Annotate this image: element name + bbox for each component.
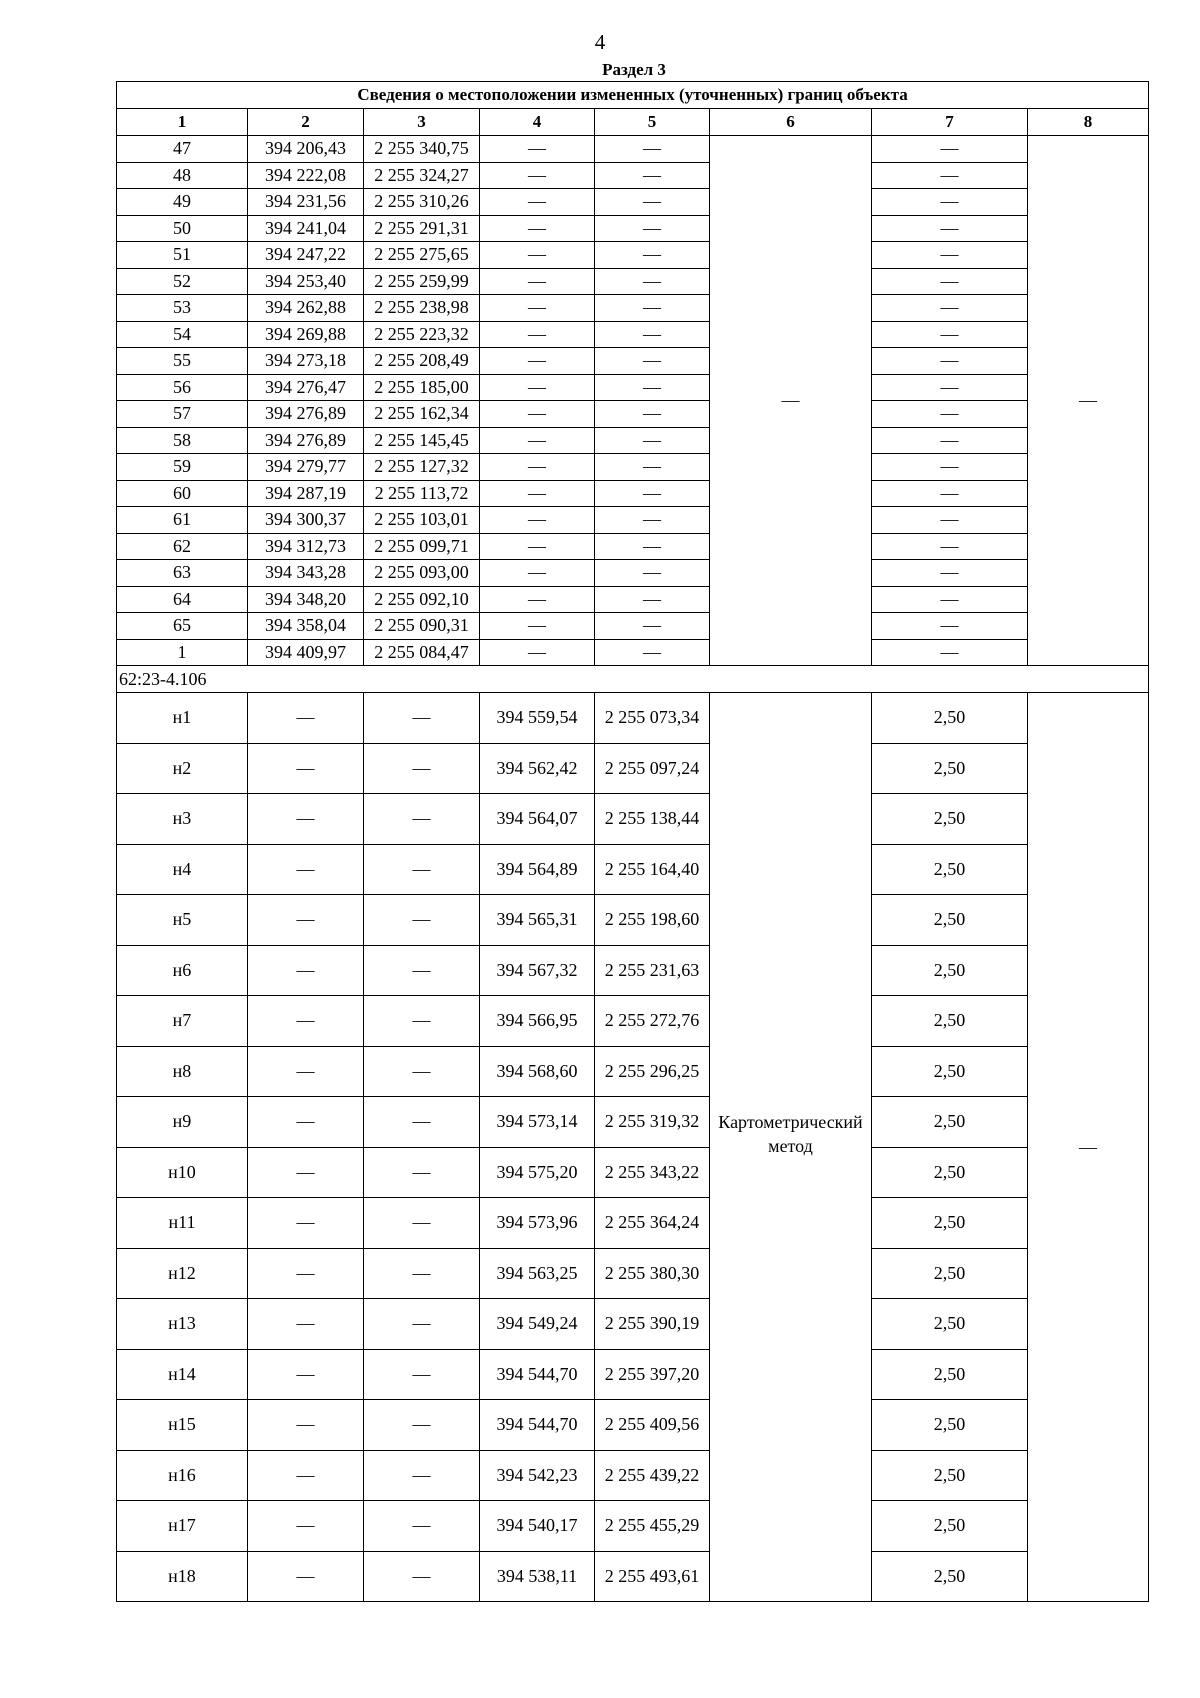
table-row: [117, 480, 1149, 507]
existing-x-cell: —: [248, 1501, 364, 1552]
new-x-cell: 394 566,95: [480, 996, 595, 1047]
accuracy-cell: 2,50: [872, 895, 1028, 946]
point-number-cell: 63: [117, 560, 248, 587]
point-number-cell: 65: [117, 613, 248, 640]
accuracy-cell: —: [872, 613, 1028, 640]
existing-y-cell: 2 255 127,32: [364, 454, 480, 481]
point-number-cell: 59: [117, 454, 248, 481]
existing-y-cell: 2 255 310,26: [364, 189, 480, 216]
existing-x-cell: 394 276,89: [248, 427, 364, 454]
new-y-cell: 2 255 198,60: [595, 895, 710, 946]
new-x-cell: 394 544,70: [480, 1349, 595, 1400]
table-row: [117, 613, 1149, 640]
existing-y-cell: 2 255 113,72: [364, 480, 480, 507]
table-row: [117, 268, 1149, 295]
new-x-cell: 394 540,17: [480, 1501, 595, 1552]
existing-x-cell: 394 358,04: [248, 613, 364, 640]
existing-x-cell: 394 273,18: [248, 348, 364, 375]
new-y-cell: —: [595, 533, 710, 560]
existing-x-cell: 394 287,19: [248, 480, 364, 507]
column-number: 3: [364, 109, 480, 136]
table-row: [117, 507, 1149, 534]
existing-y-cell: 2 255 092,10: [364, 586, 480, 613]
point-number-cell: 62: [117, 533, 248, 560]
existing-y-cell: 2 255 238,98: [364, 295, 480, 322]
table-row: [117, 1501, 1149, 1552]
table-row: [117, 1551, 1149, 1602]
existing-y-cell: 2 255 084,47: [364, 639, 480, 666]
accuracy-cell: —: [872, 321, 1028, 348]
point-number-cell: н11: [117, 1198, 248, 1249]
new-y-cell: 2 255 296,25: [595, 1046, 710, 1097]
new-y-cell: —: [595, 374, 710, 401]
new-y-cell: —: [595, 639, 710, 666]
point-number-cell: 49: [117, 189, 248, 216]
new-x-cell: —: [480, 162, 595, 189]
existing-x-cell: —: [248, 1450, 364, 1501]
point-number-cell: 57: [117, 401, 248, 428]
accuracy-cell: 2,50: [872, 996, 1028, 1047]
existing-x-cell: —: [248, 1551, 364, 1602]
new-y-cell: 2 255 380,30: [595, 1248, 710, 1299]
new-y-cell: 2 255 319,32: [595, 1097, 710, 1148]
table-row: [117, 427, 1149, 454]
new-x-cell: —: [480, 321, 595, 348]
existing-y-cell: —: [364, 794, 480, 845]
existing-x-cell: —: [248, 693, 364, 744]
existing-y-cell: —: [364, 1551, 480, 1602]
accuracy-cell: —: [872, 560, 1028, 587]
existing-y-cell: —: [364, 1349, 480, 1400]
table-row: [117, 1147, 1149, 1198]
point-number-cell: н2: [117, 743, 248, 794]
new-x-cell: —: [480, 401, 595, 428]
existing-x-cell: 394 247,22: [248, 242, 364, 269]
column-number: 2: [248, 109, 364, 136]
column-number: 4: [480, 109, 595, 136]
new-x-cell: —: [480, 533, 595, 560]
existing-y-cell: —: [364, 693, 480, 744]
existing-x-cell: 394 222,08: [248, 162, 364, 189]
new-y-cell: 2 255 272,76: [595, 996, 710, 1047]
existing-y-cell: 2 255 103,01: [364, 507, 480, 534]
existing-y-cell: —: [364, 1097, 480, 1148]
point-number-cell: н16: [117, 1450, 248, 1501]
accuracy-cell: —: [872, 374, 1028, 401]
point-number-cell: н13: [117, 1299, 248, 1350]
new-y-cell: —: [595, 507, 710, 534]
point-number-cell: н17: [117, 1501, 248, 1552]
existing-y-cell: —: [364, 1248, 480, 1299]
new-x-cell: —: [480, 560, 595, 587]
new-y-cell: —: [595, 427, 710, 454]
existing-x-cell: 394 262,88: [248, 295, 364, 322]
point-number-cell: н18: [117, 1551, 248, 1602]
new-y-cell: 2 255 138,44: [595, 794, 710, 845]
existing-y-cell: 2 255 185,00: [364, 374, 480, 401]
table-row: [117, 844, 1149, 895]
accuracy-cell: 2,50: [872, 1198, 1028, 1249]
accuracy-cell: —: [872, 136, 1028, 163]
new-x-cell: —: [480, 136, 595, 163]
existing-x-cell: —: [248, 1400, 364, 1451]
point-number-cell: 56: [117, 374, 248, 401]
method-cell: Картометрический метод: [710, 693, 872, 1602]
table-row: [117, 743, 1149, 794]
table-body: [117, 136, 1149, 1602]
new-y-cell: —: [595, 613, 710, 640]
table-row: [117, 215, 1149, 242]
point-number-cell: н5: [117, 895, 248, 946]
accuracy-cell: 2,50: [872, 1349, 1028, 1400]
existing-x-cell: —: [248, 743, 364, 794]
new-y-cell: —: [595, 162, 710, 189]
accuracy-cell: 2,50: [872, 743, 1028, 794]
new-y-cell: 2 255 364,24: [595, 1198, 710, 1249]
new-x-cell: —: [480, 242, 595, 269]
point-number-cell: 52: [117, 268, 248, 295]
new-y-cell: 2 255 231,63: [595, 945, 710, 996]
existing-y-cell: 2 255 340,75: [364, 136, 480, 163]
point-number-cell: н7: [117, 996, 248, 1047]
point-number-cell: 47: [117, 136, 248, 163]
existing-x-cell: —: [248, 1147, 364, 1198]
table-row: [117, 945, 1149, 996]
point-number-cell: 53: [117, 295, 248, 322]
point-number-cell: 64: [117, 586, 248, 613]
new-x-cell: 394 573,96: [480, 1198, 595, 1249]
accuracy-cell: —: [872, 427, 1028, 454]
new-y-cell: —: [595, 136, 710, 163]
new-x-cell: —: [480, 374, 595, 401]
new-x-cell: —: [480, 268, 595, 295]
existing-x-cell: —: [248, 945, 364, 996]
existing-x-cell: 394 231,56: [248, 189, 364, 216]
existing-x-cell: —: [248, 996, 364, 1047]
table-row: [117, 1400, 1149, 1451]
table-row: [117, 136, 1149, 163]
cadastral-number-label: 62:23-4.106: [117, 666, 1149, 693]
existing-y-cell: 2 255 145,45: [364, 427, 480, 454]
new-x-cell: 394 575,20: [480, 1147, 595, 1198]
new-x-cell: 394 564,07: [480, 794, 595, 845]
accuracy-cell: 2,50: [872, 945, 1028, 996]
existing-x-cell: 394 300,37: [248, 507, 364, 534]
table-row: [117, 560, 1149, 587]
accuracy-cell: 2,50: [872, 1147, 1028, 1198]
new-x-cell: 394 544,70: [480, 1400, 595, 1451]
accuracy-cell: —: [872, 242, 1028, 269]
existing-x-cell: 394 276,89: [248, 401, 364, 428]
table-row: [117, 454, 1149, 481]
new-x-cell: 394 562,42: [480, 743, 595, 794]
existing-y-cell: 2 255 099,71: [364, 533, 480, 560]
new-x-cell: 394 542,23: [480, 1450, 595, 1501]
new-y-cell: —: [595, 242, 710, 269]
table-row: [117, 401, 1149, 428]
new-y-cell: 2 255 493,61: [595, 1551, 710, 1602]
existing-x-cell: —: [248, 1299, 364, 1350]
accuracy-cell: 2,50: [872, 693, 1028, 744]
new-x-cell: 394 559,54: [480, 693, 595, 744]
table-row: [117, 1248, 1149, 1299]
new-x-cell: —: [480, 480, 595, 507]
table-row: [117, 996, 1149, 1047]
point-number-cell: н3: [117, 794, 248, 845]
new-y-cell: 2 255 390,19: [595, 1299, 710, 1350]
table-row: [117, 639, 1149, 666]
table-row: [117, 1198, 1149, 1249]
accuracy-cell: —: [872, 215, 1028, 242]
new-y-cell: —: [595, 401, 710, 428]
existing-x-cell: 394 343,28: [248, 560, 364, 587]
existing-y-cell: 2 255 259,99: [364, 268, 480, 295]
existing-y-cell: —: [364, 1400, 480, 1451]
accuracy-cell: —: [872, 586, 1028, 613]
new-x-cell: —: [480, 613, 595, 640]
accuracy-cell: 2,50: [872, 1097, 1028, 1148]
point-number-cell: н1: [117, 693, 248, 744]
page-number: 4: [594, 30, 606, 54]
point-number-cell: н10: [117, 1147, 248, 1198]
table-row: [117, 1349, 1149, 1400]
existing-y-cell: —: [364, 1299, 480, 1350]
accuracy-cell: 2,50: [872, 844, 1028, 895]
boundary-coordinates-table: [116, 81, 1149, 1602]
new-y-cell: 2 255 455,29: [595, 1501, 710, 1552]
new-y-cell: —: [595, 560, 710, 587]
point-number-cell: 61: [117, 507, 248, 534]
existing-y-cell: 2 255 090,31: [364, 613, 480, 640]
new-x-cell: —: [480, 639, 595, 666]
table-row: [117, 794, 1149, 845]
point-number-cell: н4: [117, 844, 248, 895]
existing-y-cell: —: [364, 996, 480, 1047]
new-y-cell: —: [595, 189, 710, 216]
new-x-cell: —: [480, 507, 595, 534]
new-y-cell: 2 255 439,22: [595, 1450, 710, 1501]
column-number: 6: [710, 109, 872, 136]
description-cell: —: [1028, 693, 1149, 1602]
new-y-cell: —: [595, 295, 710, 322]
table-caption: Сведения о местоположении измененных (уточненных) границ объекта: [117, 82, 1149, 109]
existing-y-cell: 2 255 208,49: [364, 348, 480, 375]
existing-y-cell: —: [364, 743, 480, 794]
point-number-cell: 54: [117, 321, 248, 348]
new-y-cell: 2 255 164,40: [595, 844, 710, 895]
existing-x-cell: —: [248, 1046, 364, 1097]
new-y-cell: 2 255 397,20: [595, 1349, 710, 1400]
existing-x-cell: 394 279,77: [248, 454, 364, 481]
new-y-cell: 2 255 097,24: [595, 743, 710, 794]
point-number-cell: 1: [117, 639, 248, 666]
accuracy-cell: —: [872, 507, 1028, 534]
accuracy-cell: 2,50: [872, 1046, 1028, 1097]
accuracy-cell: —: [872, 401, 1028, 428]
existing-y-cell: —: [364, 895, 480, 946]
accuracy-cell: 2,50: [872, 1400, 1028, 1451]
existing-x-cell: —: [248, 895, 364, 946]
new-y-cell: —: [595, 348, 710, 375]
existing-y-cell: 2 255 223,32: [364, 321, 480, 348]
accuracy-cell: 2,50: [872, 1248, 1028, 1299]
table-row: [117, 1299, 1149, 1350]
existing-x-cell: 394 276,47: [248, 374, 364, 401]
existing-x-cell: —: [248, 1097, 364, 1148]
existing-x-cell: —: [248, 1349, 364, 1400]
accuracy-cell: —: [872, 295, 1028, 322]
accuracy-cell: 2,50: [872, 1551, 1028, 1602]
existing-y-cell: 2 255 324,27: [364, 162, 480, 189]
existing-x-cell: 394 348,20: [248, 586, 364, 613]
cadastral-group-row: [117, 666, 1149, 693]
new-x-cell: —: [480, 295, 595, 322]
new-y-cell: 2 255 409,56: [595, 1400, 710, 1451]
new-x-cell: 394 563,25: [480, 1248, 595, 1299]
accuracy-cell: 2,50: [872, 794, 1028, 845]
existing-y-cell: —: [364, 945, 480, 996]
table-row: [117, 321, 1149, 348]
table-row: [117, 242, 1149, 269]
new-y-cell: —: [595, 321, 710, 348]
accuracy-cell: —: [872, 454, 1028, 481]
table-row: [117, 1450, 1149, 1501]
point-number-cell: 58: [117, 427, 248, 454]
column-number: 5: [595, 109, 710, 136]
existing-x-cell: 394 253,40: [248, 268, 364, 295]
column-number-row: [117, 109, 1149, 136]
existing-y-cell: 2 255 275,65: [364, 242, 480, 269]
new-x-cell: 394 573,14: [480, 1097, 595, 1148]
new-y-cell: —: [595, 268, 710, 295]
column-number: 7: [872, 109, 1028, 136]
column-number: 1: [117, 109, 248, 136]
point-number-cell: н8: [117, 1046, 248, 1097]
existing-y-cell: 2 255 162,34: [364, 401, 480, 428]
point-number-cell: н14: [117, 1349, 248, 1400]
existing-y-cell: 2 255 093,00: [364, 560, 480, 587]
point-number-cell: 55: [117, 348, 248, 375]
new-x-cell: 394 568,60: [480, 1046, 595, 1097]
new-x-cell: 394 565,31: [480, 895, 595, 946]
point-number-cell: н15: [117, 1400, 248, 1451]
new-y-cell: —: [595, 215, 710, 242]
table-row: [117, 189, 1149, 216]
new-x-cell: —: [480, 427, 595, 454]
accuracy-cell: —: [872, 348, 1028, 375]
existing-y-cell: —: [364, 1147, 480, 1198]
table-row: [117, 374, 1149, 401]
new-x-cell: —: [480, 215, 595, 242]
new-x-cell: 394 538,11: [480, 1551, 595, 1602]
new-x-cell: 394 564,89: [480, 844, 595, 895]
existing-x-cell: —: [248, 844, 364, 895]
existing-x-cell: 394 312,73: [248, 533, 364, 560]
existing-y-cell: —: [364, 844, 480, 895]
new-y-cell: —: [595, 586, 710, 613]
accuracy-cell: —: [872, 533, 1028, 560]
accuracy-cell: —: [872, 189, 1028, 216]
description-cell: —: [1028, 136, 1149, 666]
table-row: [117, 1046, 1149, 1097]
accuracy-cell: —: [872, 268, 1028, 295]
new-y-cell: —: [595, 454, 710, 481]
new-x-cell: —: [480, 189, 595, 216]
existing-y-cell: —: [364, 1501, 480, 1552]
accuracy-cell: 2,50: [872, 1501, 1028, 1552]
new-x-cell: —: [480, 454, 595, 481]
accuracy-cell: —: [872, 480, 1028, 507]
table-row: [117, 533, 1149, 560]
table-row: [117, 295, 1149, 322]
table-row: [117, 162, 1149, 189]
method-cell: —: [710, 136, 872, 666]
existing-x-cell: 394 269,88: [248, 321, 364, 348]
section-title: Раздел 3: [602, 60, 666, 79]
new-x-cell: 394 567,32: [480, 945, 595, 996]
existing-y-cell: —: [364, 1046, 480, 1097]
point-number-cell: 51: [117, 242, 248, 269]
existing-y-cell: —: [364, 1198, 480, 1249]
accuracy-cell: 2,50: [872, 1450, 1028, 1501]
new-y-cell: —: [595, 480, 710, 507]
new-x-cell: —: [480, 586, 595, 613]
existing-x-cell: —: [248, 794, 364, 845]
accuracy-cell: —: [872, 639, 1028, 666]
point-number-cell: н12: [117, 1248, 248, 1299]
new-y-cell: 2 255 073,34: [595, 693, 710, 744]
new-y-cell: 2 255 343,22: [595, 1147, 710, 1198]
point-number-cell: 50: [117, 215, 248, 242]
point-number-cell: н6: [117, 945, 248, 996]
table-row: [117, 693, 1149, 744]
accuracy-cell: 2,50: [872, 1299, 1028, 1350]
new-x-cell: —: [480, 348, 595, 375]
column-number: 8: [1028, 109, 1149, 136]
existing-y-cell: —: [364, 1450, 480, 1501]
existing-x-cell: —: [248, 1198, 364, 1249]
existing-x-cell: 394 241,04: [248, 215, 364, 242]
point-number-cell: н9: [117, 1097, 248, 1148]
table-row: [117, 895, 1149, 946]
new-x-cell: 394 549,24: [480, 1299, 595, 1350]
point-number-cell: 48: [117, 162, 248, 189]
table-row: [117, 586, 1149, 613]
accuracy-cell: —: [872, 162, 1028, 189]
existing-x-cell: 394 409,97: [248, 639, 364, 666]
existing-y-cell: 2 255 291,31: [364, 215, 480, 242]
table-row: [117, 348, 1149, 375]
existing-x-cell: 394 206,43: [248, 136, 364, 163]
table-row: [117, 1097, 1149, 1148]
point-number-cell: 60: [117, 480, 248, 507]
existing-x-cell: —: [248, 1248, 364, 1299]
